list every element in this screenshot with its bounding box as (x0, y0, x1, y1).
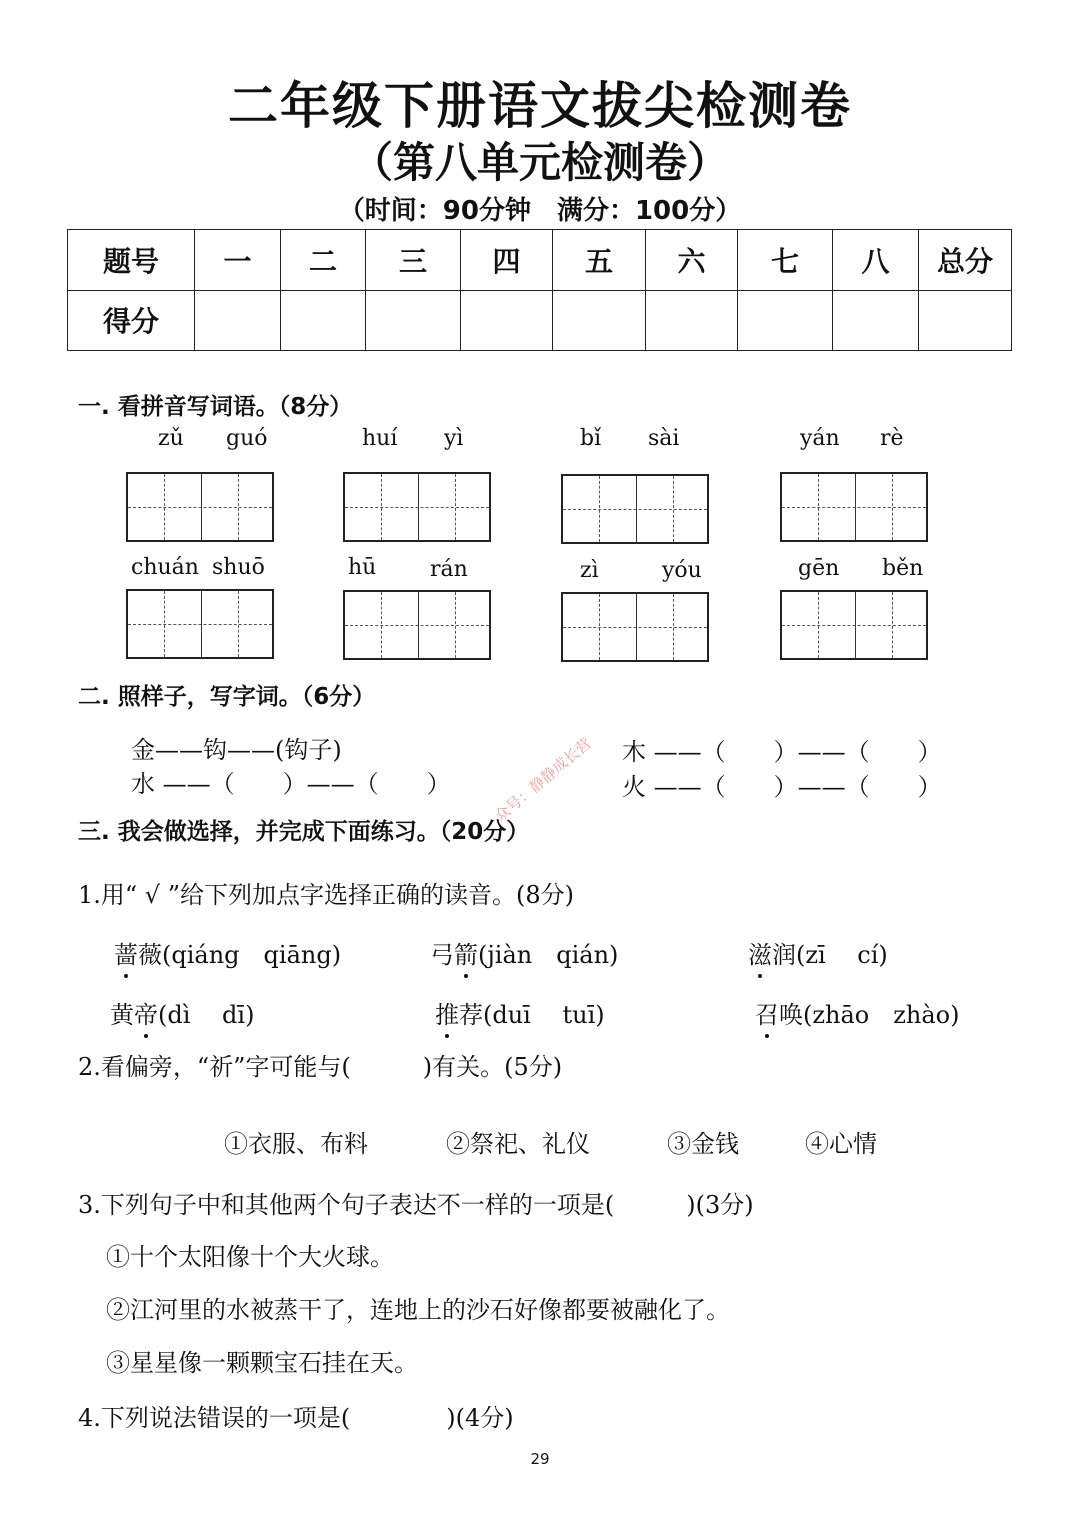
dotted-char: 滋 (748, 935, 772, 970)
writing-grid[interactable] (780, 472, 928, 542)
page-subtitle: （第八单元检测卷） (350, 138, 729, 187)
question-3: 3.下列句子中和其他两个句子表达不一样的一项是( )(3分) (78, 1191, 754, 1219)
dotted-char: 箭 (454, 935, 478, 970)
writing-grid[interactable] (126, 472, 274, 542)
score-header-5: 五 (553, 230, 646, 291)
pinyin: běn (882, 556, 924, 581)
exercise-line[interactable]: 水 ——（ ）——（ ） (131, 770, 451, 798)
reading-choice[interactable]: 蔷薇(qiáng qiāng) (114, 935, 341, 970)
pinyin: chuán (131, 555, 199, 580)
time-score-info: （时间：90分钟 满分：100分） (338, 196, 742, 226)
writing-grid[interactable] (126, 589, 274, 659)
page-title: 二年级下册语文拔尖检测卷 (228, 77, 852, 135)
pinyin: hū (348, 555, 377, 580)
pinyin: yì (444, 426, 464, 451)
score-header-7: 七 (738, 230, 833, 291)
pinyin: zì (580, 558, 599, 583)
writing-grid[interactable] (561, 474, 709, 544)
pinyin: rè (880, 426, 904, 451)
score-header-4: 四 (461, 230, 553, 291)
pinyin: bǐ (580, 426, 602, 451)
reading-choice[interactable]: 黄帝(dì dī) (110, 995, 254, 1030)
question-1: 1.用“ √ ”给下列加点字选择正确的读音。(8分) (78, 881, 574, 909)
option[interactable]: ④心情 (805, 1130, 877, 1158)
dotted-char: 蔷 (114, 935, 138, 970)
score-header-1: 一 (195, 230, 281, 291)
score-cell[interactable] (919, 290, 1012, 351)
score-cell[interactable] (461, 290, 553, 351)
example-line: 金——钩——(钩子) (131, 736, 342, 764)
writing-grid[interactable] (343, 590, 491, 660)
option[interactable]: ①十个太阳像十个大火球。 (106, 1243, 394, 1271)
option[interactable]: ②祭祀、礼仪 (446, 1130, 590, 1158)
pinyin: rán (430, 557, 468, 582)
exercise-line[interactable]: 木 ——（ ）——（ ） (622, 738, 942, 766)
score-cell[interactable] (646, 290, 738, 351)
score-header-total: 总分 (919, 230, 1012, 291)
score-cell[interactable] (738, 290, 833, 351)
option[interactable]: ①衣服、布料 (224, 1130, 368, 1158)
option[interactable]: ③星星像一颗颗宝石挂在天。 (106, 1349, 418, 1377)
reading-choice[interactable]: 滋润(zī cí) (748, 935, 888, 970)
option[interactable]: ③金钱 (667, 1130, 739, 1158)
writing-grid[interactable] (561, 592, 709, 662)
pinyin: huí (362, 426, 398, 451)
dotted-char: 推 (435, 995, 459, 1030)
writing-grid[interactable] (780, 590, 928, 660)
score-cell[interactable] (195, 290, 281, 351)
reading-choice[interactable]: 推荐(duī tuī) (435, 995, 605, 1030)
reading-choice[interactable]: 召唤(zhāo zhào) (755, 995, 959, 1030)
score-cell[interactable] (833, 290, 919, 351)
score-header-3: 三 (366, 230, 461, 291)
score-header-6: 六 (646, 230, 738, 291)
pinyin: shuō (212, 555, 265, 580)
section1-heading: 一. 看拼音写词语。（8分） (78, 394, 353, 420)
score-cell[interactable] (366, 290, 461, 351)
score-table (67, 229, 1012, 351)
score-header-label: 题号 (68, 230, 195, 291)
pinyin: guó (226, 426, 268, 451)
pinyin: sài (648, 426, 680, 451)
score-table-score-row (68, 290, 1012, 351)
score-table-header-row (68, 230, 1012, 291)
reading-choice[interactable]: 弓箭(jiàn qián) (430, 935, 618, 970)
pinyin: gēn (798, 556, 840, 581)
option[interactable]: ②江河里的水被蒸干了，连地上的沙石好像都要被融化了。 (106, 1296, 730, 1324)
page-number: 29 (530, 1450, 550, 1468)
question-4: 4.下列说法错误的一项是( )(4分) (78, 1404, 514, 1432)
score-cell[interactable] (553, 290, 646, 351)
pinyin: yóu (662, 558, 702, 583)
section2-heading: 二. 照样子，写字词。（6分） (78, 684, 376, 710)
score-header-8: 八 (833, 230, 919, 291)
score-header-2: 二 (281, 230, 366, 291)
question-2: 2.看偏旁，“祈”字可能与( )有关。(5分) (78, 1053, 563, 1081)
pinyin: zǔ (158, 426, 184, 451)
watermark: 众号：静静成长营 (491, 734, 595, 826)
dotted-char: 召 (755, 995, 779, 1030)
section3-heading: 三. 我会做选择，并完成下面练习。（20分） (78, 819, 530, 845)
writing-grid[interactable] (343, 472, 491, 542)
score-cell[interactable] (281, 290, 366, 351)
pinyin: yán (800, 426, 840, 451)
exercise-line[interactable]: 火 ——（ ）——（ ） (622, 773, 942, 801)
score-row-label: 得分 (68, 290, 195, 351)
dotted-char: 帝 (134, 995, 158, 1030)
